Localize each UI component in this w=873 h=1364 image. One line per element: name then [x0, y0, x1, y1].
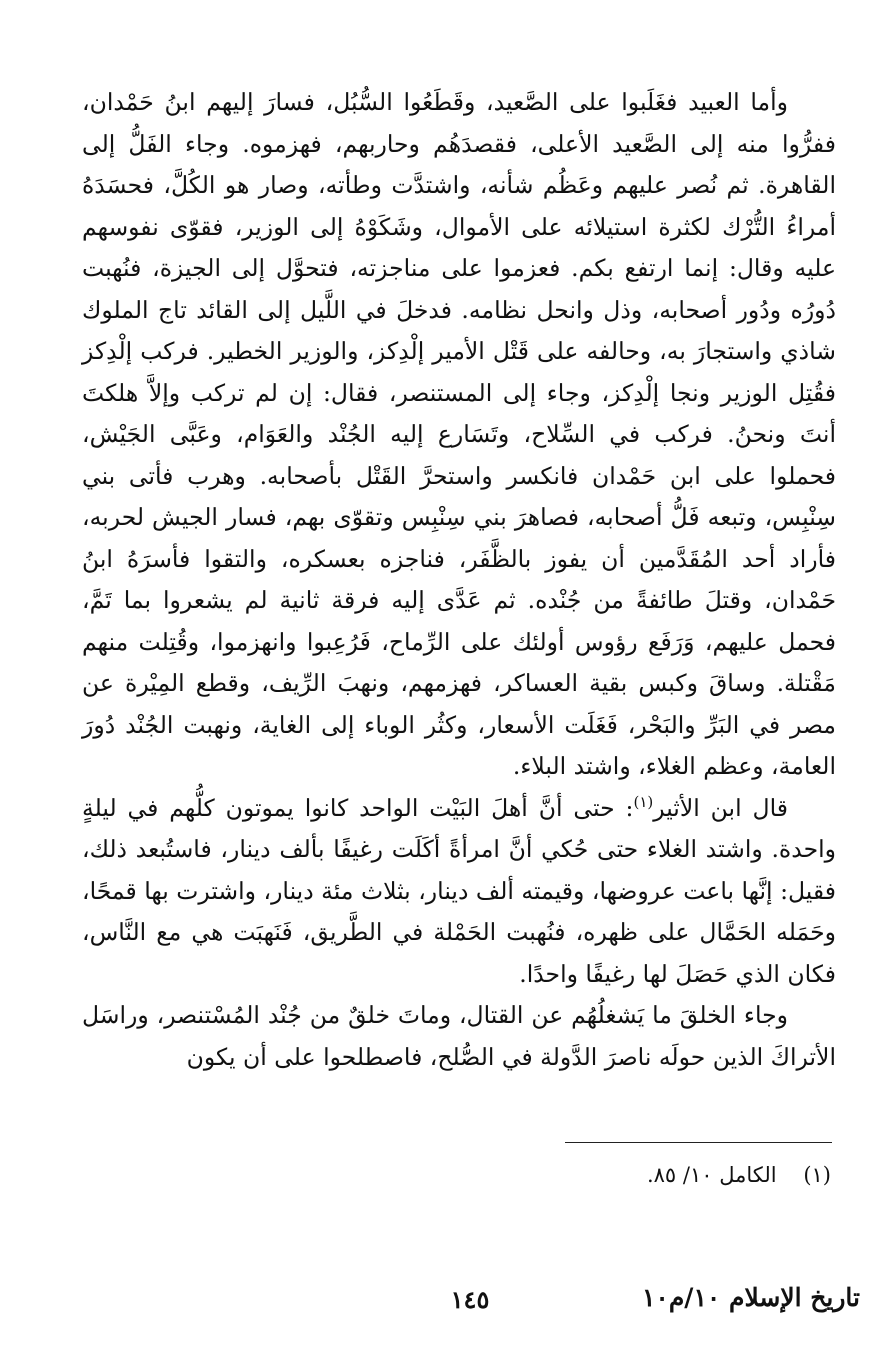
footnote-divider — [565, 1142, 832, 1143]
paragraph-1: وأما العبيد فغَلَبوا على الصَّعيد، وقَطَعُوا السُّبُل، فسارَ إليهم ابنُ حَمْدان، ففرُّوا منه إلى الصَّعيد الأعلى، فقصدَهُم وحاربهم، فهزموه. وجاء الفَلُّ إلى القاهرة. ثم نُصر عليهم وعَظُم شأنه، واشتدَّت وطأته، وصار هو الكُلَّ، فحسَدَهُ أمراءُ التُّرْك لكثرة استيلائه على الأموال، وشَكَوْهُ إلى الوزير، فقوّى نفوسهم عليه وقال: إنما ارتفع بكم. فعزموا على مناجزته، فتحوَّل إلى الجيزة، فنُهبت دُورُه ودُور أصحابه، وذل وانحل نظامه. فدخلَ في اللَّيل إلى القائد تاج الملوك شاذي واستجارَ به، وحالفه على قَتْل الأمير إلْدِكز، والوزير الخطير. فركب إلْدِكز فقُتِل الوزير ونجا إلْدِكز، وجاء إلى المستنصر، فقال: إن لم تركب وإلاَّ هلكتَ أنتَ ونحنُ. فركب في السِّلاح، وتَسَارع إليه الجُنْد والعَوَام، وعَبَّى الجَيْش، فحملوا على ابن حَمْدان فانكسر واستحرَّ القَتْل بأصحابه. وهرب فأتى بني سِنْبِس، وتبعه فَلُّ أصحابه، فصاهرَ بني سِنْبِس وتقوّى بهم، فسار الجيش لحربه، فأراد أحد المُقَدَّمين أن يفوز بالظَّفَر، فناجزه بعسكره، والتقوا فأسرَهُ ابنُ حَمْدان، وقتلَ طائفةً من جُنْده. ثم عَدَّى إليه فرقة ثانية لم يشعروا بما تَمَّ، فحمل عليهم، وَرَفَع رؤوس أولئك على الرِّماح، فَرُعِبوا وانهزموا، وقُتِلت منهم مَقْتلة. وساقَ وكبس بقية العساكر، فهزمهم، ونهبَ الرِّيف، وقطع المِيْرة عن مصر في البَرِّ والبَحْر، فَغَلَت الأسعار، وكثُر الوباء إلى الغاية، ونهبت الجُنْد دُورَ العامة، وعظم الغلاء، واشتد البلاء. — [82, 88, 836, 780]
paragraph-2-lead: قال ابن الأثير — [653, 793, 788, 822]
main-text-block — [82, 82, 836, 1078]
footnote-text: الكامل ١٠/ ٨٥. — [646, 1163, 777, 1187]
paragraph-3: وجاء الخلقَ ما يَشغلُهُم عن القتال، وماتَ خلقٌ من جُنْد المُسْتنصر، وراسَل الأتراكَ الذين حولَه ناصرَ الدَّولة في الصُّلح، فاصطلحوا على أن يكون — [82, 1001, 836, 1071]
footnote-marker: (١) — [803, 1163, 831, 1187]
footnote-reference: (١) — [633, 792, 654, 811]
page-number: ١٤٥ — [450, 1285, 490, 1314]
paragraph-2-rest: : حتى أنَّ أهلَ البَيْت الواحد كانوا يموتون كلُّهم في ليلةٍ واحدة. واشتد الغلاء حتى حُكي أنَّ امرأةً أكَلَت رغيفًا بألف دينار، فاستُبعد ذلك، فقيل: إنَّها باعت عروضها، وقيمته ألف دينار، بثلاث مئة دينار، واشترت بها قمحًا، وحَمَله الحَمَّال على ظهره، فنُهبت الحَمْلة في الطَّريق، فَنَهبَت هي مع النَّاس، فكان الذي حَصَلَ لها رغيفًا واحدًا. — [82, 793, 836, 988]
running-footer-title: تاريخ الإسلام ١٠/م١٠ — [641, 1283, 860, 1312]
paragraph-2 — [82, 788, 836, 996]
footnote — [431, 1158, 831, 1192]
